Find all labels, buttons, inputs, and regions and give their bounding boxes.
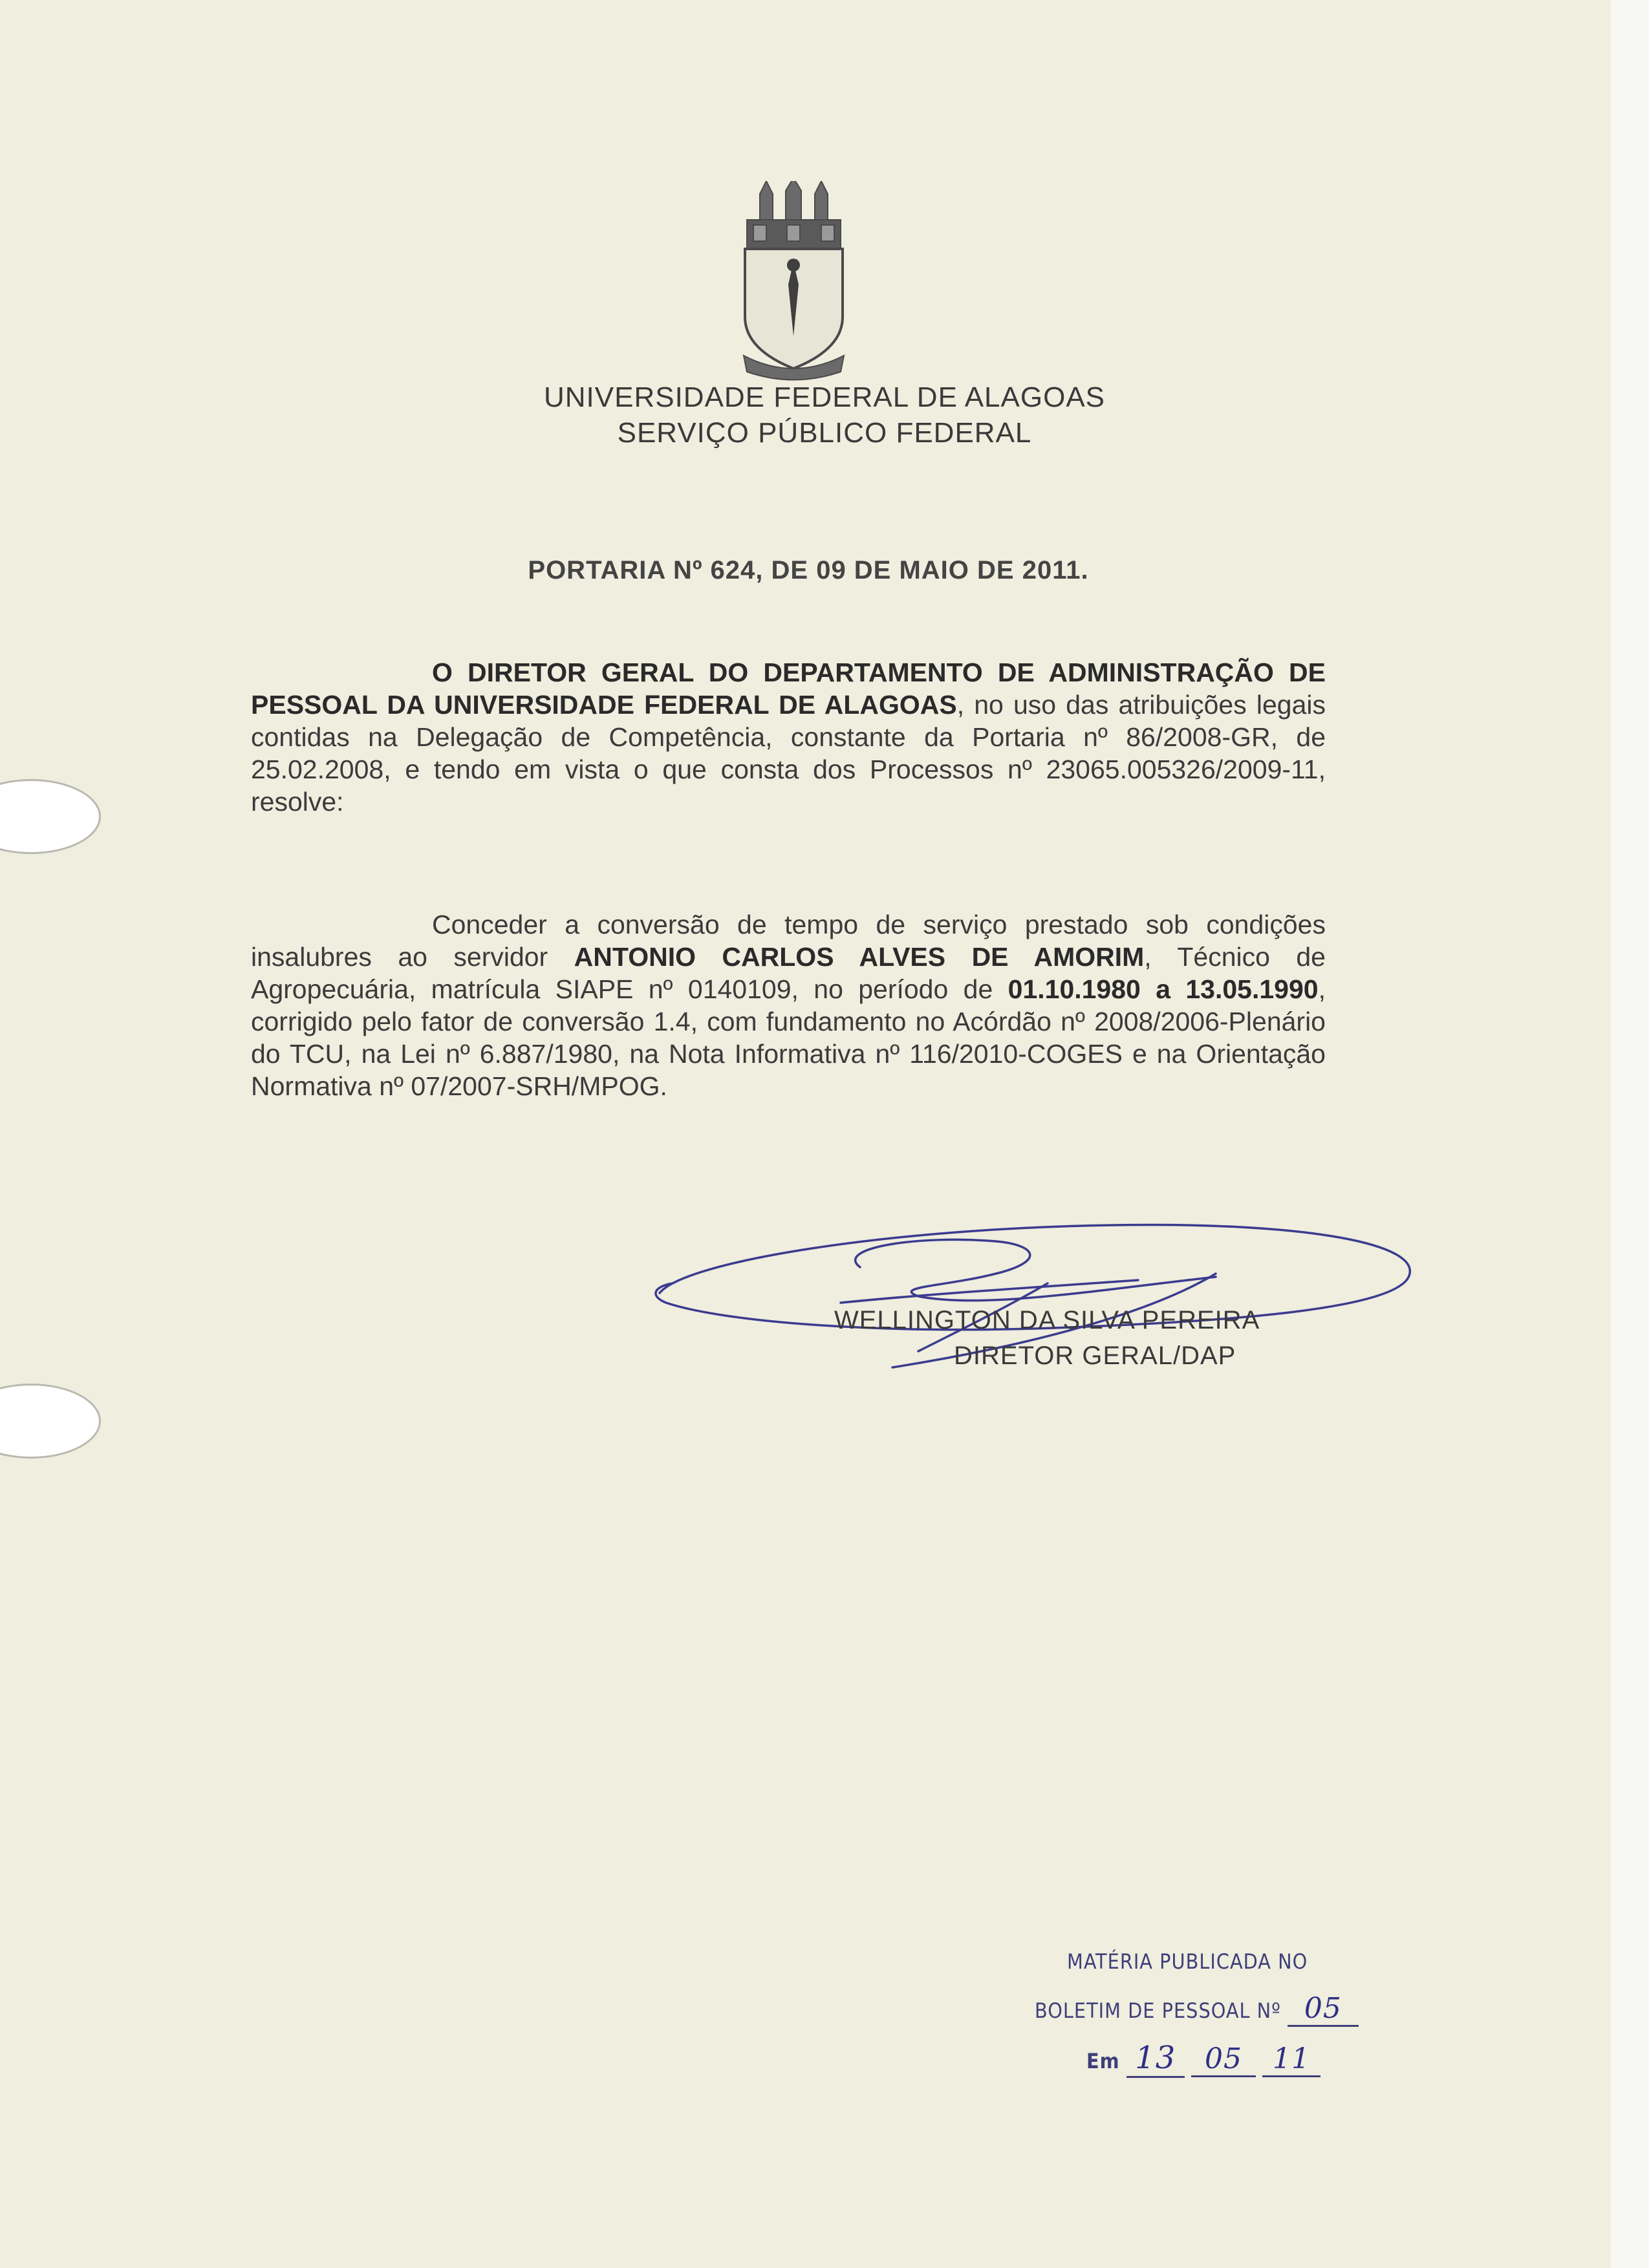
paragraph-preamble xyxy=(251,656,1326,818)
stamp-date-label: Em xyxy=(1086,2049,1120,2073)
header-service: SERVIÇO PÚBLICO FEDERAL xyxy=(617,417,1032,449)
stamp-line-3 xyxy=(1086,2040,1320,2078)
university-crest-icon xyxy=(737,181,850,381)
header-university: UNIVERSIDADE FEDERAL DE ALAGOAS xyxy=(543,381,1106,413)
service-period: 01.10.1980 a 13.05.1990 xyxy=(1008,974,1319,1004)
signatory-role: DIRETOR GERAL/DAP xyxy=(954,1342,1236,1370)
resolution-text-1: Conceder a conversão de tempo de serviço prestado sob condições insalubres ao servidor xyxy=(251,910,1326,972)
paragraph-resolution xyxy=(251,908,1326,1102)
resolution-text-2: , Técnico de Agropecuária, matrícula SIAPE nº 0140109, no período de xyxy=(251,942,1326,1004)
scan-margin xyxy=(1610,0,1649,2268)
signatory-name: WELLINGTON DA SILVA PEREIRA xyxy=(834,1306,1260,1334)
document-title: PORTARIA Nº 624, DE 09 DE MAIO DE 2011. xyxy=(528,556,1089,584)
resolution-text-3: , corrigido pelo fator de conversão 1.4, com fundamento no Acórdão nº 2008/2006-Plenário do TCU, na Lei nº 6.887/1980, na Nota Informativa nº 116/2010-COGES e na Orientação Normativa nº 07/2007-SRH/MPOG. xyxy=(251,974,1326,1101)
stamp-line-1: MATÉRIA PUBLICADA NO xyxy=(1067,1949,1308,1974)
stamp-bulletin-label: BOLETIM DE PESSOAL Nº xyxy=(1035,1998,1281,2023)
publication-stamp xyxy=(1035,1949,1423,2104)
stamp-date-month: 05 xyxy=(1191,2042,1256,2077)
servant-name: ANTONIO CARLOS ALVES DE AMORIM xyxy=(574,942,1145,972)
stamp-line-2 xyxy=(1035,1992,1359,2027)
stamp-date-year: 11 xyxy=(1262,2042,1320,2077)
preamble-text: , no uso das atribuições legais contidas na Delegação de Competência, constante da Portaria nº 86/2008-GR, de 25.02.2008, e tendo em vista o que consta dos Processos nº 23065.005326/2009-11, resolve: xyxy=(251,690,1326,817)
stamp-bulletin-number: 05 xyxy=(1288,1992,1359,2027)
stamp-date-day: 13 xyxy=(1126,2040,1185,2078)
preamble-authority: O DIRETOR GERAL DO DEPARTAMENTO DE ADMINISTRAÇÃO DE PESSOAL DA UNIVERSIDADE FEDERAL DE ALAGOAS xyxy=(251,658,1326,720)
